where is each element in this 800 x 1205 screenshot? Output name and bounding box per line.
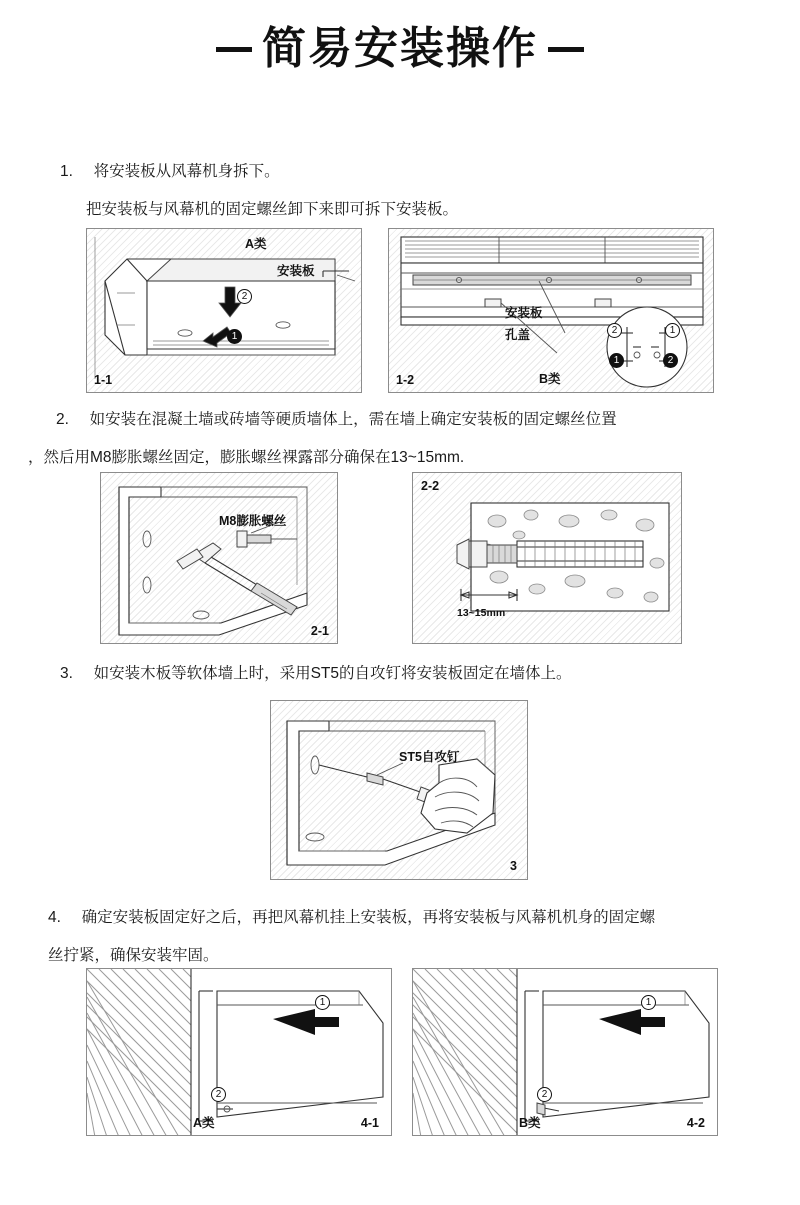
step-4-number: 4. bbox=[48, 909, 61, 926]
figure-2-2-id: 2-2 bbox=[421, 479, 440, 493]
step-3-number: 3. bbox=[60, 665, 73, 682]
figure-2-1-id: 2-1 bbox=[310, 624, 329, 638]
figure-1-2-holecover-callout: 孔盖 bbox=[505, 328, 531, 342]
figure-1-2-type-label: B类 bbox=[539, 372, 561, 386]
title-rule-left bbox=[216, 47, 252, 52]
figure-1-2-mark-1b: 1 bbox=[609, 353, 624, 368]
figure-4-2-id: 4-2 bbox=[686, 1116, 705, 1130]
figure-4-1-type-label: A类 bbox=[193, 1116, 215, 1130]
figure-3 bbox=[270, 700, 528, 880]
figure-1-1-mark-2: 2 bbox=[237, 289, 252, 304]
figure-1-2-mark-1a: 1 bbox=[665, 323, 680, 338]
title-rule-right bbox=[548, 47, 584, 52]
figure-1-1-id: 1-1 bbox=[94, 373, 113, 387]
figure-1-2 bbox=[388, 228, 714, 393]
figure-4-2-mark-1: 1 bbox=[641, 995, 656, 1010]
figure-1-1-mark-1: 1 bbox=[227, 329, 242, 344]
figure-4-1-id: 4-1 bbox=[360, 1116, 379, 1130]
figure-4-1-mark-1: 1 bbox=[315, 995, 330, 1010]
figure-4-2 bbox=[412, 968, 718, 1136]
step-2-line-2: ，然后用M8膨胀螺丝固定，膨胀螺丝裸露部分确保在13~15mm. bbox=[28, 449, 465, 467]
step-1-number: 1. bbox=[60, 163, 73, 180]
step-1-line-1: 将安装板从风幕机身拆下。 bbox=[93, 163, 280, 180]
figure-3-screw-callout: ST5自攻钉 bbox=[399, 750, 460, 764]
figure-1-2-mark-2b: 2 bbox=[663, 353, 678, 368]
page-title bbox=[0, 14, 800, 84]
step-2-number: 2. bbox=[56, 411, 69, 428]
figure-3-id: 3 bbox=[510, 859, 517, 873]
step-1-text bbox=[60, 160, 760, 222]
figure-4-1-drawing bbox=[87, 969, 392, 1136]
figure-4-2-type-label: B类 bbox=[519, 1116, 541, 1130]
step-3-text bbox=[60, 662, 760, 686]
step-1-line-2: 把安装板与风幕机的固定螺丝卸下来即可拆下安装板。 bbox=[86, 201, 459, 219]
step-2-text bbox=[28, 408, 788, 470]
step-2-line-1: 如安装在混凝土墙或砖墙等硬质墙体上，需在墙上确定安装板的固定螺丝位置 bbox=[89, 411, 617, 428]
figure-4-1 bbox=[86, 968, 392, 1136]
title-text: 简易安装操作 bbox=[262, 24, 538, 73]
step-3-line-1: 如安装木板等软体墙上时，采用ST5的自攻钉将安装板固定在墙体上。 bbox=[93, 665, 572, 682]
figure-4-2-mark-2: 2 bbox=[537, 1087, 552, 1102]
figure-1-1 bbox=[86, 228, 362, 393]
figure-2-2-dimension: 13~15mm bbox=[457, 607, 506, 619]
figure-1-2-plate-callout: 安装板 bbox=[505, 306, 543, 320]
figure-1-2-mark-2a: 2 bbox=[607, 323, 622, 338]
step-4-line-1: 确定安装板固定好之后，再把风幕机挂上安装板，再将安装板与风幕机机身的固定螺 bbox=[81, 909, 656, 926]
figure-4-1-mark-2: 2 bbox=[211, 1087, 226, 1102]
figure-2-2-drawing bbox=[413, 473, 682, 644]
figure-2-1 bbox=[100, 472, 338, 644]
figure-2-1-bolt-callout: M8膨胀螺丝 bbox=[219, 514, 287, 528]
figure-4-2-drawing bbox=[413, 969, 718, 1136]
figure-2-2 bbox=[412, 472, 682, 644]
step-4-line-2: 丝拧紧，确保安装牢固。 bbox=[48, 947, 219, 965]
step-4-text bbox=[48, 906, 788, 968]
figure-2-1-drawing bbox=[101, 473, 338, 644]
figure-1-1-plate-callout: 安装板 bbox=[277, 264, 315, 278]
figure-1-1-type-label: A类 bbox=[245, 237, 267, 251]
figure-1-1-drawing bbox=[87, 229, 362, 393]
figure-3-drawing bbox=[271, 701, 528, 880]
figure-1-2-id: 1-2 bbox=[396, 373, 415, 387]
